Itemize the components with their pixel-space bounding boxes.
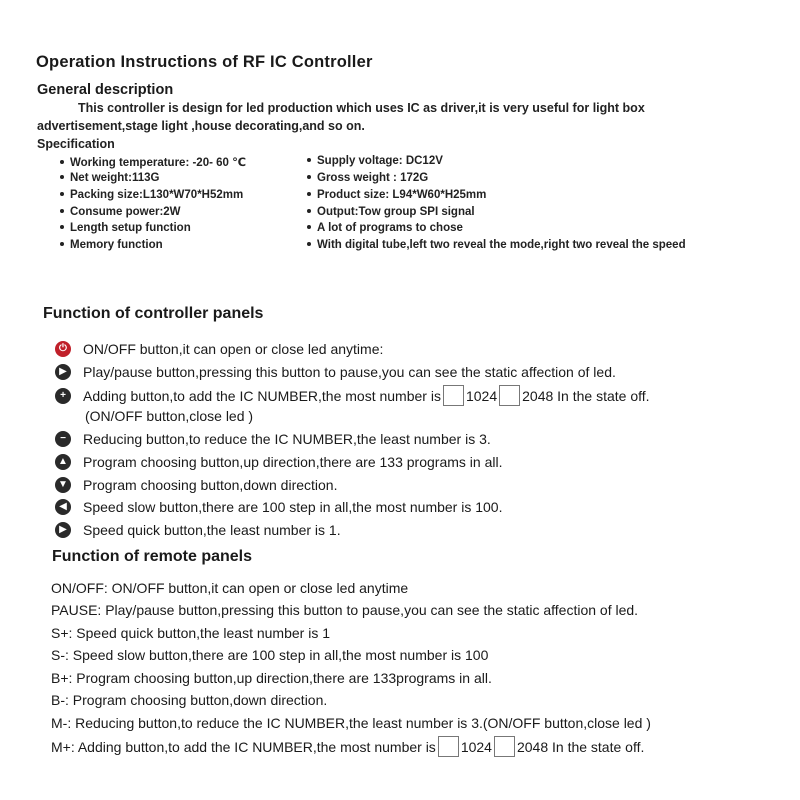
spec-item	[60, 206, 181, 218]
spec-item	[60, 239, 163, 251]
controller-item-text: Adding button,to add the IC NUMBER,the most number is	[83, 387, 441, 404]
spec-item	[60, 189, 243, 201]
spec-text: Gross weight : 172G	[317, 172, 429, 184]
bullet-icon	[60, 192, 64, 196]
controller-item-speed-slow	[55, 499, 502, 515]
spec-text: Supply voltage: DC12V	[317, 155, 443, 167]
right-arrow-icon: ▶	[55, 522, 71, 538]
specification-heading: Specification	[37, 137, 115, 151]
controller-item-text: Speed quick button,the least number is 1.	[83, 522, 341, 538]
option-1024-label: 1024	[465, 387, 498, 404]
remote-line: B-: Program choosing button,down direction.	[51, 692, 328, 708]
bullet-icon	[60, 242, 64, 246]
spec-text: Working temperature: -20- 60 ℃	[70, 157, 247, 169]
remote-line: S-: Speed slow button,there are 100 step in all,the most number is 100	[51, 647, 489, 663]
spec-text: With digital tube,left two reveal the mode,right two reveal the speed	[317, 239, 686, 251]
controller-item-text: Play/pause button,pressing this button to pause,you can see the static affection of led.	[83, 364, 616, 380]
remote-line: PAUSE: Play/pause button,pressing this button to pause,you can see the static affection of led.	[51, 602, 639, 618]
remote-option-2048-label: 2048 In the state off.	[516, 738, 645, 755]
option-2048-checkbox[interactable]	[499, 385, 520, 406]
spec-item	[60, 155, 246, 169]
spec-item	[60, 222, 191, 234]
controller-item-program-up	[55, 454, 502, 470]
page-title: Operation Instructions of RF IC Controller	[36, 53, 373, 71]
spec-item	[307, 222, 463, 234]
down-arrow-icon: ▼	[55, 477, 71, 493]
minus-icon: −	[55, 431, 71, 447]
spec-item	[307, 239, 686, 251]
spec-text: Memory function	[70, 239, 163, 251]
remote-line: M-: Reducing button,to reduce the IC NUMBER,the least number is 3.(ON/OFF button,close led )	[51, 715, 651, 731]
controller-item-add	[55, 385, 650, 406]
controller-item-speed-quick	[55, 522, 341, 538]
controller-item-text: Program choosing button,up direction,there are 133 programs in all.	[83, 454, 503, 470]
spec-item	[307, 172, 428, 184]
power-icon: ⏻	[55, 341, 71, 357]
general-description-heading: General description	[37, 82, 174, 98]
bullet-icon	[307, 242, 311, 246]
spec-text: Output:Tow group SPI signal	[317, 206, 475, 218]
controller-item-reduce	[55, 431, 491, 447]
spec-item	[307, 155, 443, 167]
controller-item-add-continuation	[85, 408, 253, 424]
controller-item-text: (ON/OFF button,close led )	[85, 408, 254, 424]
spec-text: Consume power:2W	[70, 206, 181, 218]
controller-item-text: Speed slow button,there are 100 step in all,the most number is 100.	[83, 499, 503, 515]
bullet-icon	[307, 209, 311, 213]
bullet-icon	[60, 175, 64, 179]
spec-text: Net weight:113G	[70, 172, 160, 184]
spec-text: A lot of programs to chose	[317, 222, 463, 234]
controller-item-program-down	[55, 477, 337, 493]
controller-item-text: Reducing button,to reduce the IC NUMBER,the least number is 3.	[83, 431, 491, 447]
up-arrow-icon: ▲	[55, 454, 71, 470]
bullet-icon	[307, 225, 311, 229]
controller-panels-heading: Function of controller panels	[43, 305, 264, 322]
bullet-icon	[60, 225, 64, 229]
spec-item	[307, 206, 475, 218]
remote-panels-heading: Function of remote panels	[52, 548, 253, 565]
bullet-icon	[307, 175, 311, 179]
controller-item-power	[55, 341, 383, 357]
controller-item-text: ON/OFF button,it can open or close led anytime:	[83, 341, 384, 357]
spec-item	[60, 172, 159, 184]
bullet-icon	[60, 160, 64, 164]
plus-icon: +	[55, 388, 71, 404]
remote-line: B+: Program choosing button,up direction,there are 133programs in all.	[51, 670, 492, 686]
remote-option-2048-checkbox[interactable]	[494, 736, 515, 757]
spec-text: Packing size:L130*W70*H52mm	[70, 189, 244, 201]
remote-line: S+: Speed quick button,the least number is 1	[51, 625, 331, 641]
play-pause-icon: ▶	[55, 364, 71, 380]
remote-line-last	[51, 736, 644, 757]
remote-option-1024-label: 1024	[460, 738, 492, 755]
option-2048-label: 2048 In the state off.	[522, 387, 650, 404]
general-description-line-2: advertisement,stage light ,house decorating,and so on.	[37, 119, 365, 133]
remote-option-1024-checkbox[interactable]	[438, 736, 459, 757]
bullet-icon	[307, 192, 311, 196]
controller-item-text: Program choosing button,down direction.	[83, 477, 338, 493]
bullet-icon	[307, 158, 311, 162]
general-description-line-1: This controller is design for led production which uses IC as driver,it is very useful for light box	[78, 101, 645, 115]
remote-line-text: M+: Adding button,to add the IC NUMBER,the most number is	[51, 738, 436, 755]
remote-line: ON/OFF: ON/OFF button,it can open or close led anytime	[51, 580, 409, 596]
spec-item	[307, 189, 486, 201]
controller-item-play-pause	[55, 364, 616, 380]
bullet-icon	[60, 209, 64, 213]
left-arrow-icon: ◀	[55, 499, 71, 515]
spec-text: Product size: L94*W60*H25mm	[317, 189, 487, 201]
option-1024-checkbox[interactable]	[443, 385, 464, 406]
spec-text: Length setup function	[70, 222, 191, 234]
